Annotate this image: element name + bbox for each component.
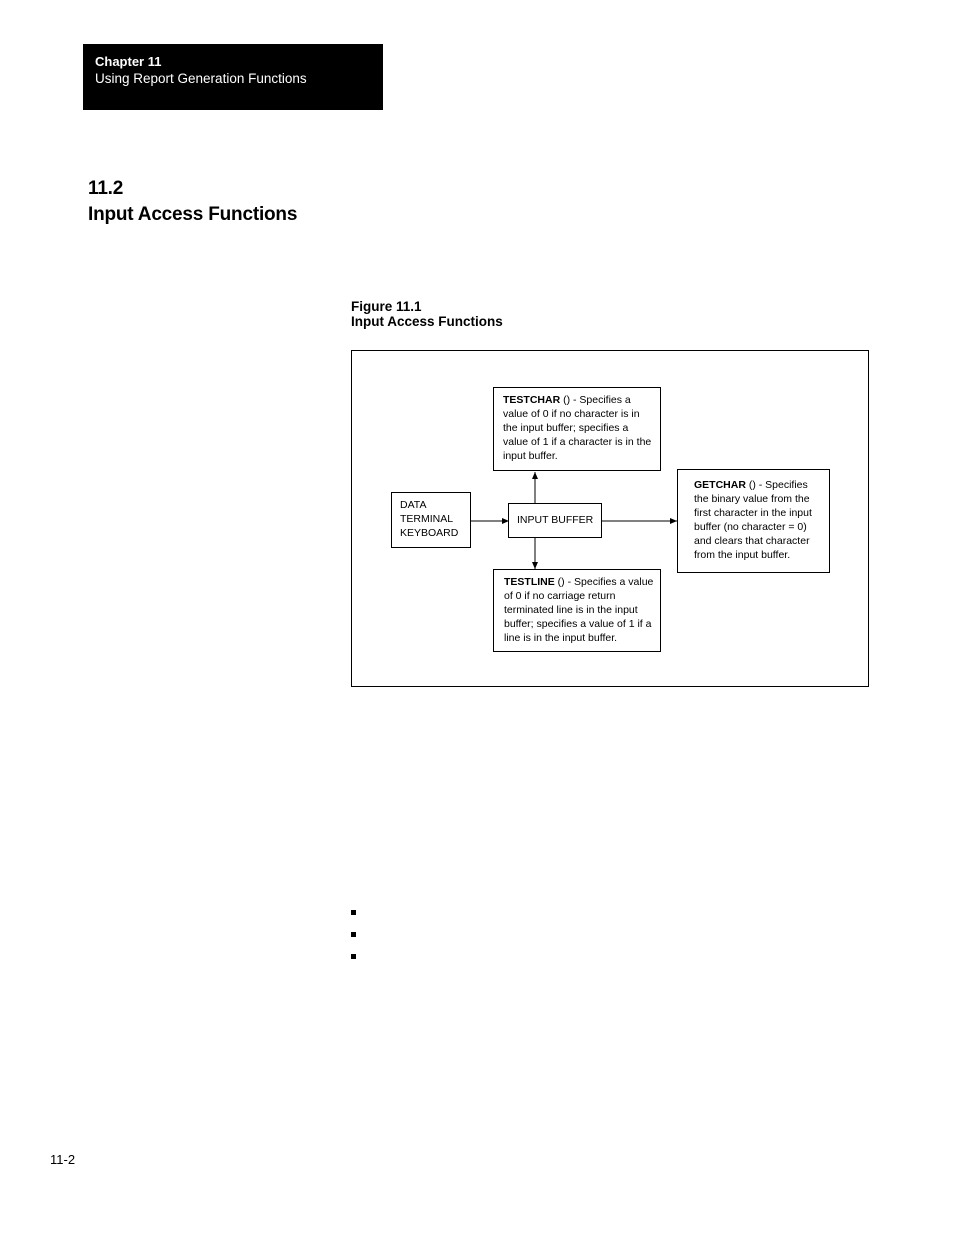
chapter-number: Chapter 11 <box>95 54 162 69</box>
bullet-list <box>351 910 356 976</box>
chapter-title: Using Report Generation Functions <box>95 71 307 86</box>
section-number: 11.2 <box>88 178 124 199</box>
node-testline <box>493 569 661 652</box>
figure-title: Input Access Functions <box>351 314 503 329</box>
testchar-desc: () - Specifies a value of 0 if no character is in the input buffer; specifies a value of 1 if a character is in the input buffer. <box>503 394 652 462</box>
testline-name: TESTLINE <box>504 576 555 588</box>
figure-label: Figure 11.1 <box>351 299 422 314</box>
bullet-marker <box>351 954 356 959</box>
node-input-buffer <box>508 503 602 538</box>
chapter-header <box>83 44 383 110</box>
keyboard-line-1: DATA <box>400 499 427 511</box>
bullet-marker <box>351 932 356 937</box>
bullet-marker <box>351 910 356 915</box>
keyboard-line-3: KEYBOARD <box>400 527 459 539</box>
figure-caption <box>351 299 503 329</box>
keyboard-line-2: TERMINAL <box>400 513 454 525</box>
section-title: Input Access Functions <box>88 204 298 225</box>
figure-diagram <box>351 350 869 687</box>
getchar-desc: () - Specifies the binary value from the first character in the input buffer (no character = 0) and clears that character from the input buffer. <box>694 479 812 561</box>
node-testchar <box>493 387 661 471</box>
getchar-name: GETCHAR <box>694 479 746 491</box>
node-data-terminal-keyboard <box>391 492 471 548</box>
node-getchar <box>677 469 830 573</box>
page-number: 11-2 <box>50 1152 76 1167</box>
section-heading <box>88 176 297 228</box>
input-buffer-label: INPUT BUFFER <box>517 514 594 526</box>
testchar-name: TESTCHAR <box>503 394 561 406</box>
testline-desc: () - Specifies a value of 0 if no carriage return terminated line is in the input buffer; specifies a value of 1 if a line is in the input buffer. <box>504 576 654 644</box>
